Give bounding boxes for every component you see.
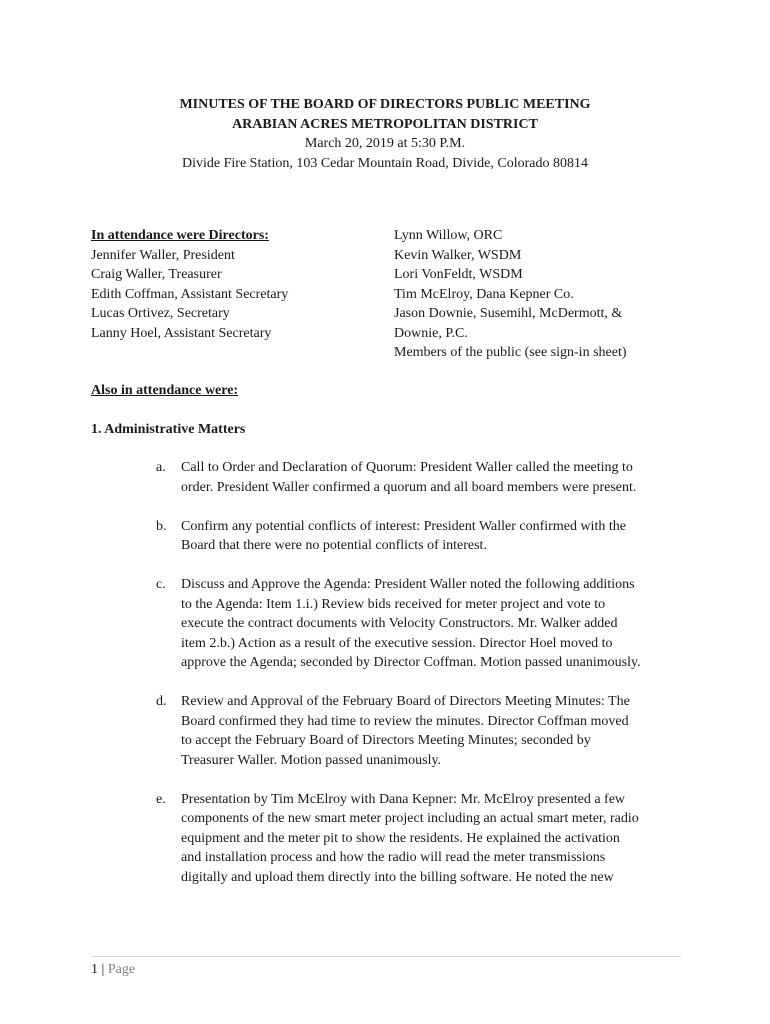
- agenda-item-b: [156, 517, 686, 556]
- item-line: Discuss and Approve the Agenda: President Waller noted the following additions: [181, 577, 635, 592]
- document-header: [0, 95, 770, 173]
- item-line: execute the contract documents with Velocity Constructors. Mr. Walker added: [181, 616, 618, 631]
- item-marker: a.: [156, 460, 166, 475]
- title-line-2: ARABIAN ACRES METROPOLITAN DISTRICT: [232, 116, 538, 132]
- item-line: to the Agenda: Item 1.i.) Review bids received for meter project and vote to: [181, 596, 606, 612]
- item-marker: b.: [156, 518, 167, 534]
- directors-heading: In attendance were Directors:: [91, 228, 269, 243]
- item-marker: e.: [156, 791, 166, 807]
- agenda-item-d: [156, 692, 686, 770]
- attendee-entry: Lori VonFeldt, WSDM: [394, 267, 523, 282]
- item-text: [181, 517, 686, 556]
- item-marker: c.: [156, 577, 166, 592]
- director-entry: Craig Waller, Treasurer: [91, 267, 222, 282]
- meeting-location: Divide Fire Station, 103 Cedar Mountain Road, Divide, Colorado 80814: [182, 155, 588, 171]
- item-line: order. President Waller confirmed a quorum and all board members were present.: [181, 479, 637, 495]
- directors-column: [91, 226, 391, 343]
- attendee-entry: Members of the public (see sign-in sheet): [394, 345, 627, 360]
- director-entry: Lucas Ortivez, Secretary: [91, 306, 230, 321]
- agenda-items: [156, 458, 686, 907]
- also-attendance-heading: Also in attendance were:: [91, 383, 239, 398]
- agenda-item-a: [156, 458, 686, 497]
- item-line: Confirm any potential conflicts of interest: President Waller confirmed with the: [181, 518, 626, 534]
- attendee-entry: Downie, P.C.: [394, 325, 468, 341]
- item-line: approve the Agenda; seconded by Director Coffman. Motion passed unanimously.: [181, 655, 641, 670]
- title-line-1: MINUTES OF THE BOARD OF DIRECTORS PUBLIC MEETING: [179, 97, 591, 112]
- item-line: Board confirmed they had time to review the minutes. Director Coffman moved: [181, 713, 629, 729]
- item-line: Treasurer Waller. Motion passed unanimously.: [181, 752, 442, 768]
- item-marker: d.: [156, 694, 167, 709]
- item-text: [181, 692, 686, 770]
- item-line: components of the new smart meter project including an actual smart meter, radio: [181, 811, 639, 826]
- item-line: equipment and the meter pit to show the residents. He explained the activation: [181, 830, 620, 846]
- item-line: Call to Order and Declaration of Quorum: President Waller called the meeting to: [181, 460, 633, 475]
- director-entry: Jennifer Waller, President: [91, 247, 235, 263]
- footer-separator: |: [101, 962, 105, 977]
- item-text: [181, 790, 686, 888]
- page-number: 1: [91, 962, 98, 977]
- attendee-entry: Kevin Walker, WSDM: [394, 247, 522, 263]
- attendee-entry: Tim McElroy, Dana Kepner Co.: [394, 286, 574, 302]
- footer-divider: [91, 956, 681, 957]
- item-line: Board that there were no potential conflicts of interest.: [181, 538, 487, 553]
- director-entry: Lanny Hoel, Assistant Secretary: [91, 325, 272, 341]
- item-line: to accept the February Board of Directors Meeting Minutes; seconded by: [181, 733, 591, 748]
- item-text: [181, 458, 686, 497]
- attendee-entry: Lynn Willow, ORC: [394, 228, 503, 243]
- item-line: and installation process and how the radio will read the meter transmissions: [181, 850, 606, 865]
- attendee-entry: Jason Downie, Susemihl, McDermott, &: [394, 306, 623, 321]
- page-footer: [91, 960, 135, 980]
- agenda-item-e: [156, 790, 686, 888]
- item-line: Presentation by Tim McElroy with Dana Kepner: Mr. McElroy presented a few: [181, 791, 626, 807]
- item-line: item 2.b.) Action as a result of the executive session. Director Hoel moved to: [181, 635, 613, 651]
- other-attendees-column: [394, 226, 694, 363]
- page-label: Page: [107, 962, 136, 977]
- section-heading: 1. Administrative Matters: [91, 422, 246, 437]
- meeting-date: March 20, 2019 at 5:30 P.M.: [304, 136, 466, 151]
- agenda-item-c: [156, 575, 686, 673]
- item-text: [181, 575, 686, 673]
- item-line: Review and Approval of the February Board of Directors Meeting Minutes: The: [181, 694, 630, 709]
- director-entry: Edith Coffman, Assistant Secretary: [91, 286, 289, 302]
- item-line: digitally and upload them directly into the billing software. He noted the new: [181, 869, 614, 885]
